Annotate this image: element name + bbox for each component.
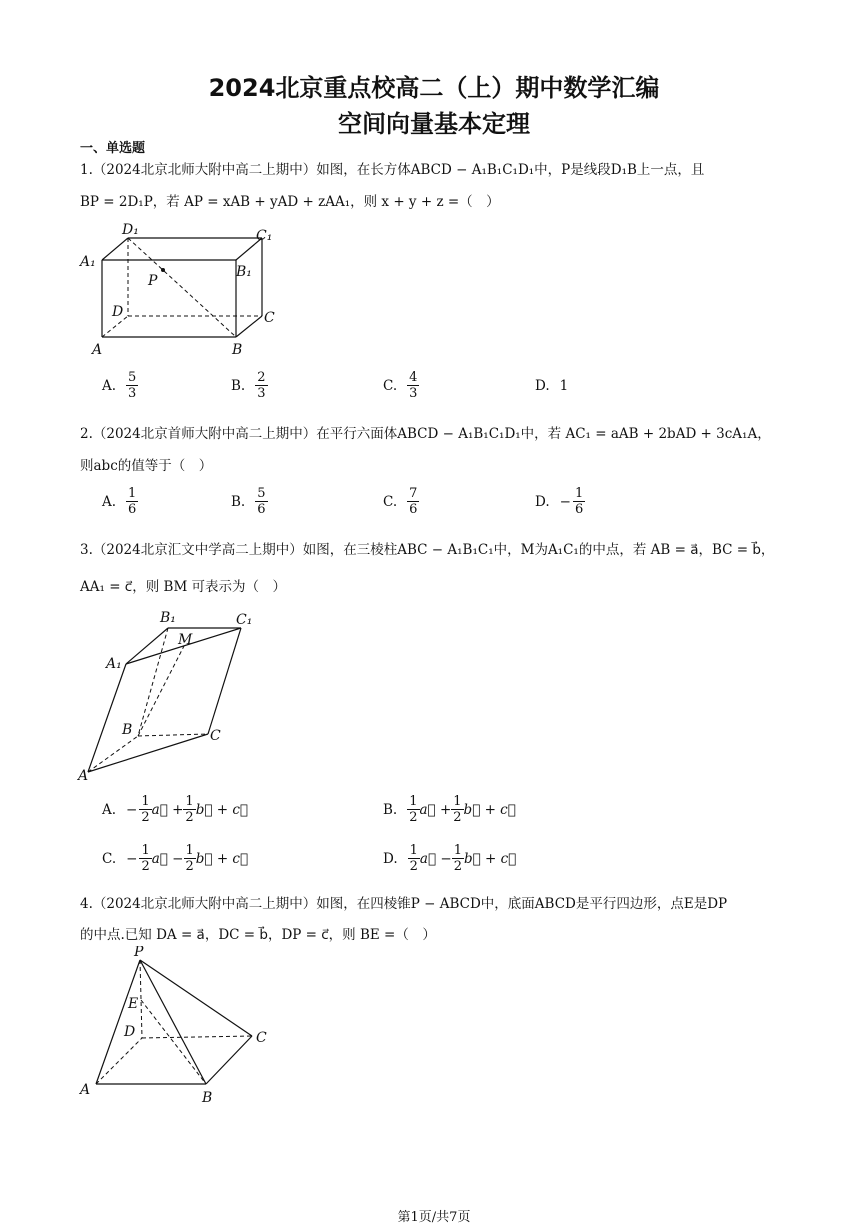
option-label: A. (102, 801, 117, 818)
q1-option-a[interactable] (102, 370, 138, 401)
page-title: 2024北京重点校高二（上）期中数学汇编 (208, 74, 660, 102)
option-label: C. (102, 850, 117, 867)
label-c1: C₁ (236, 612, 253, 628)
vector-term: a⃗ + (151, 801, 184, 818)
label-p: P (134, 946, 144, 960)
minus-sign: − (126, 850, 138, 867)
q1-figure-cuboid (78, 220, 288, 360)
q3-option-b[interactable] (383, 794, 516, 825)
fraction: $\frac{1}{2}$ (453, 794, 462, 825)
vector-term: b⃗ + c⃗ (463, 850, 517, 867)
q2-option-c[interactable] (383, 486, 419, 517)
label-a1: A₁ (106, 656, 122, 672)
q1-option-d[interactable] (535, 378, 568, 394)
label-c1: C₁ (256, 228, 273, 244)
q3-option-c[interactable] (102, 843, 248, 874)
label-p: P (148, 273, 158, 289)
fraction: $\frac{5}{6}$ (257, 486, 266, 517)
q2-option-b[interactable] (231, 486, 268, 517)
fraction: $\frac{2}{3}$ (257, 370, 266, 401)
label-c: C (210, 728, 221, 744)
label-c: C (256, 1030, 267, 1046)
label-d: D (124, 1024, 136, 1040)
option-label: C. (383, 493, 398, 510)
label-b1: B₁ (236, 264, 252, 280)
label-a: A (92, 342, 103, 358)
fraction: $\frac{1}{2}$ (453, 843, 462, 874)
vector-term: b⃗ + c⃗ (463, 801, 516, 818)
option-label: D. (535, 493, 550, 510)
q2-option-a[interactable] (102, 486, 138, 517)
q2-stem-line2: 则abc的值等于（ ） (80, 458, 213, 474)
q1-stem-line1: 1.（2024北京北师大附中高二上期中）如图，在长方体ABCD − A₁B₁C₁D₁中，P是线段D₁B上一点，且 (80, 162, 705, 178)
vector-term: a⃗ + (419, 801, 452, 818)
label-b: B (232, 342, 243, 358)
section-heading: 一、单选题 (80, 141, 146, 156)
fraction: $\frac{1}{2}$ (409, 794, 418, 825)
minus-sign: − (126, 801, 138, 818)
fraction: $\frac{1}{2}$ (141, 843, 150, 874)
q4-figure-pyramid (76, 946, 276, 1106)
label-a: A (78, 768, 89, 784)
q3-option-a[interactable] (102, 794, 248, 825)
fraction: $\frac{1}{2}$ (185, 794, 194, 825)
fraction: $\frac{1}{2}$ (185, 843, 194, 874)
point-p-dot (161, 268, 165, 272)
fraction: $\frac{7}{6}$ (409, 486, 418, 517)
q3-option-d[interactable] (383, 843, 516, 874)
label-e: E (128, 996, 139, 1012)
fraction: $\frac{1}{6}$ (574, 486, 584, 517)
q1-option-b[interactable] (231, 370, 268, 401)
fraction: $\frac{1}{6}$ (128, 486, 137, 517)
option-value: 1 (559, 378, 569, 394)
page-subtitle: 空间向量基本定理 (338, 110, 530, 138)
fraction: $\frac{1}{2}$ (141, 794, 150, 825)
vector-term: b⃗ + c⃗ (195, 850, 249, 867)
q3-stem-line1: 3.（2024北京汇文中学高二上期中）如图，在三棱柱ABC − A₁B₁C₁中，M为A₁C₁的中点，若 AB = a⃗，BC = b⃗， (80, 542, 775, 558)
q1-option-c[interactable] (383, 370, 419, 401)
label-c: C (264, 310, 275, 326)
vector-term: a⃗ − (151, 850, 184, 867)
page-footer: 第1页/共7页 (397, 1210, 471, 1225)
label-m: M (178, 632, 193, 648)
option-label: C. (383, 377, 398, 394)
label-b1: B₁ (160, 610, 176, 626)
option-label: A. (102, 377, 117, 394)
q3-figure-prism (76, 604, 266, 784)
option-label: D. (383, 850, 398, 867)
q2-option-d[interactable] (535, 486, 585, 517)
vector-term: b⃗ + c⃗ (195, 801, 248, 818)
fraction: $\frac{1}{2}$ (409, 843, 418, 874)
q1-stem-line2: BP = 2D₁P，若 AP = xAB + yAD + zAA₁，则 x + y + z =（ ） (80, 194, 500, 210)
q2-stem-line1: 2.（2024北京首师大附中高二上期中）在平行六面体ABCD − A₁B₁C₁D₁中，若 AC₁ = aAB + 2bAD + 3cA₁A， (80, 426, 771, 442)
label-b: B (202, 1090, 213, 1106)
vector-term: a⃗ − (419, 850, 452, 867)
option-label: B. (231, 493, 246, 510)
option-label: B. (383, 801, 398, 818)
fraction: $\frac{5}{3}$ (128, 370, 137, 401)
label-a: A (80, 1082, 91, 1098)
option-label: A. (102, 493, 117, 510)
q4-stem-line1: 4.（2024北京北师大附中高二上期中）如图，在四棱锥P − ABCD中，底面ABCD是平行四边形，点E是DP (80, 896, 728, 912)
label-a1: A₁ (80, 254, 96, 270)
label-d1: D₁ (122, 222, 139, 238)
label-b: B (122, 722, 133, 738)
q4-stem-line2: 的中点.已知 DA = a⃗，DC = b⃗，DP = c⃗，则 BE =（ ） (80, 927, 436, 943)
option-label: B. (231, 377, 246, 394)
label-d: D (112, 304, 124, 320)
minus-sign: − (559, 493, 571, 510)
option-label: D. (535, 378, 550, 394)
q3-stem-line2: AA₁ = c⃗，则 BM 可表示为（ ） (80, 579, 287, 595)
fraction: $\frac{4}{3}$ (409, 370, 418, 401)
